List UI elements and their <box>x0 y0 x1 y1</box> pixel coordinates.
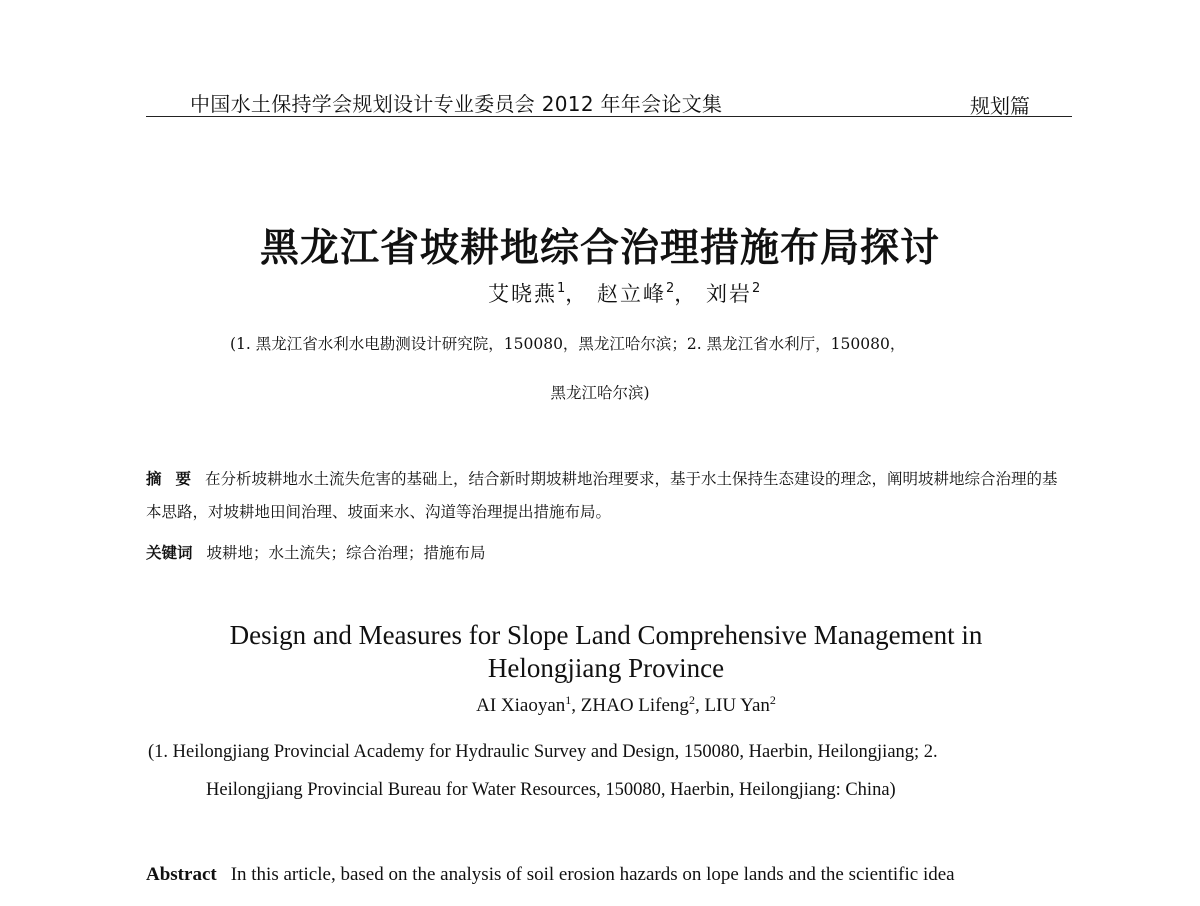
author-cn-3-affil: 2 <box>751 281 761 296</box>
author-en-3-affil: 2 <box>769 693 776 707</box>
affiliation-cn-line1: (1. 黑龙江省水利水电勘测设计研究院，150080，黑龙江哈尔滨；2. 黑龙江省水利厅，150080， <box>230 335 906 353</box>
keywords-cn-text: 坡耕地；水土流失；综合治理；措施布局 <box>206 544 486 562</box>
proceedings-title: 中国水土保持学会规划设计专业委员会 2012 年年会论文集 <box>190 92 723 116</box>
author-sep: ， <box>674 282 698 306</box>
paper-title-en-line1: Design and Measures for Slope Land Comprehensive Management in <box>229 620 983 650</box>
author-sep: , <box>694 695 705 716</box>
author-sep: ， <box>565 282 589 306</box>
affiliation-cn-line2: 黑龙江哈尔滨) <box>550 384 650 402</box>
affiliation-en-line1: (1. Heilongjiang Provincial Academy for Hydraulic Survey and Design, 150080, Haerbin, Heilongjiang; 2. <box>148 742 938 762</box>
authors-cn <box>488 278 760 308</box>
abstract-cn <box>146 463 1072 529</box>
author-cn-3: 刘岩 <box>705 282 752 306</box>
author-en-1-affil: 1 <box>565 693 572 707</box>
author-cn-2: 赵立峰 <box>596 282 666 306</box>
abstract-en-text: In this article, based on the analysis of soil erosion hazards on lope lands and the scientific idea <box>230 864 955 885</box>
section-name: 规划篇 <box>970 94 1030 118</box>
author-en-2-affil: 2 <box>688 693 695 707</box>
author-cn-1-affil: 1 <box>557 281 566 296</box>
abstract-cn-text: 在分析坡耕地水土流失危害的基础上，结合新时期坡耕地治理要求，基于水土保持生态建设的理念，阐明坡耕地综合治理的基本思路，对坡耕地田间治理、坡面来水、沟道等治理提出措施布局。 <box>146 470 1058 521</box>
author-sep: , <box>571 695 581 716</box>
paper-title-en-line2: Helongjiang Province <box>487 653 725 683</box>
keywords-cn-label: 关键词 <box>146 544 193 562</box>
author-en-3: LIU Yan <box>704 695 770 716</box>
paper-title-cn: 黑龙江省坡耕地综合治理措施布局探讨 <box>259 226 940 271</box>
running-header <box>146 86 1072 117</box>
paper-title-en <box>0 619 1200 685</box>
author-cn-2-affil: 2 <box>665 281 675 296</box>
authors-en <box>0 693 1200 717</box>
affiliation-en-line2: Heilongjiang Provincial Bureau for Water Resources, 150080, Haerbin, Heilongjiang: China) <box>206 780 896 800</box>
author-cn-1: 艾晓燕 <box>488 282 557 306</box>
abstract-cn-label: 摘要 <box>146 470 206 488</box>
author-en-2: ZHAO Lifeng <box>580 695 689 716</box>
author-en-1: AI Xiaoyan <box>476 695 566 716</box>
abstract-en-label: Abstract <box>146 864 217 885</box>
keywords-cn <box>146 541 486 563</box>
abstract-en <box>146 855 1076 895</box>
affiliation-en <box>146 733 1072 809</box>
